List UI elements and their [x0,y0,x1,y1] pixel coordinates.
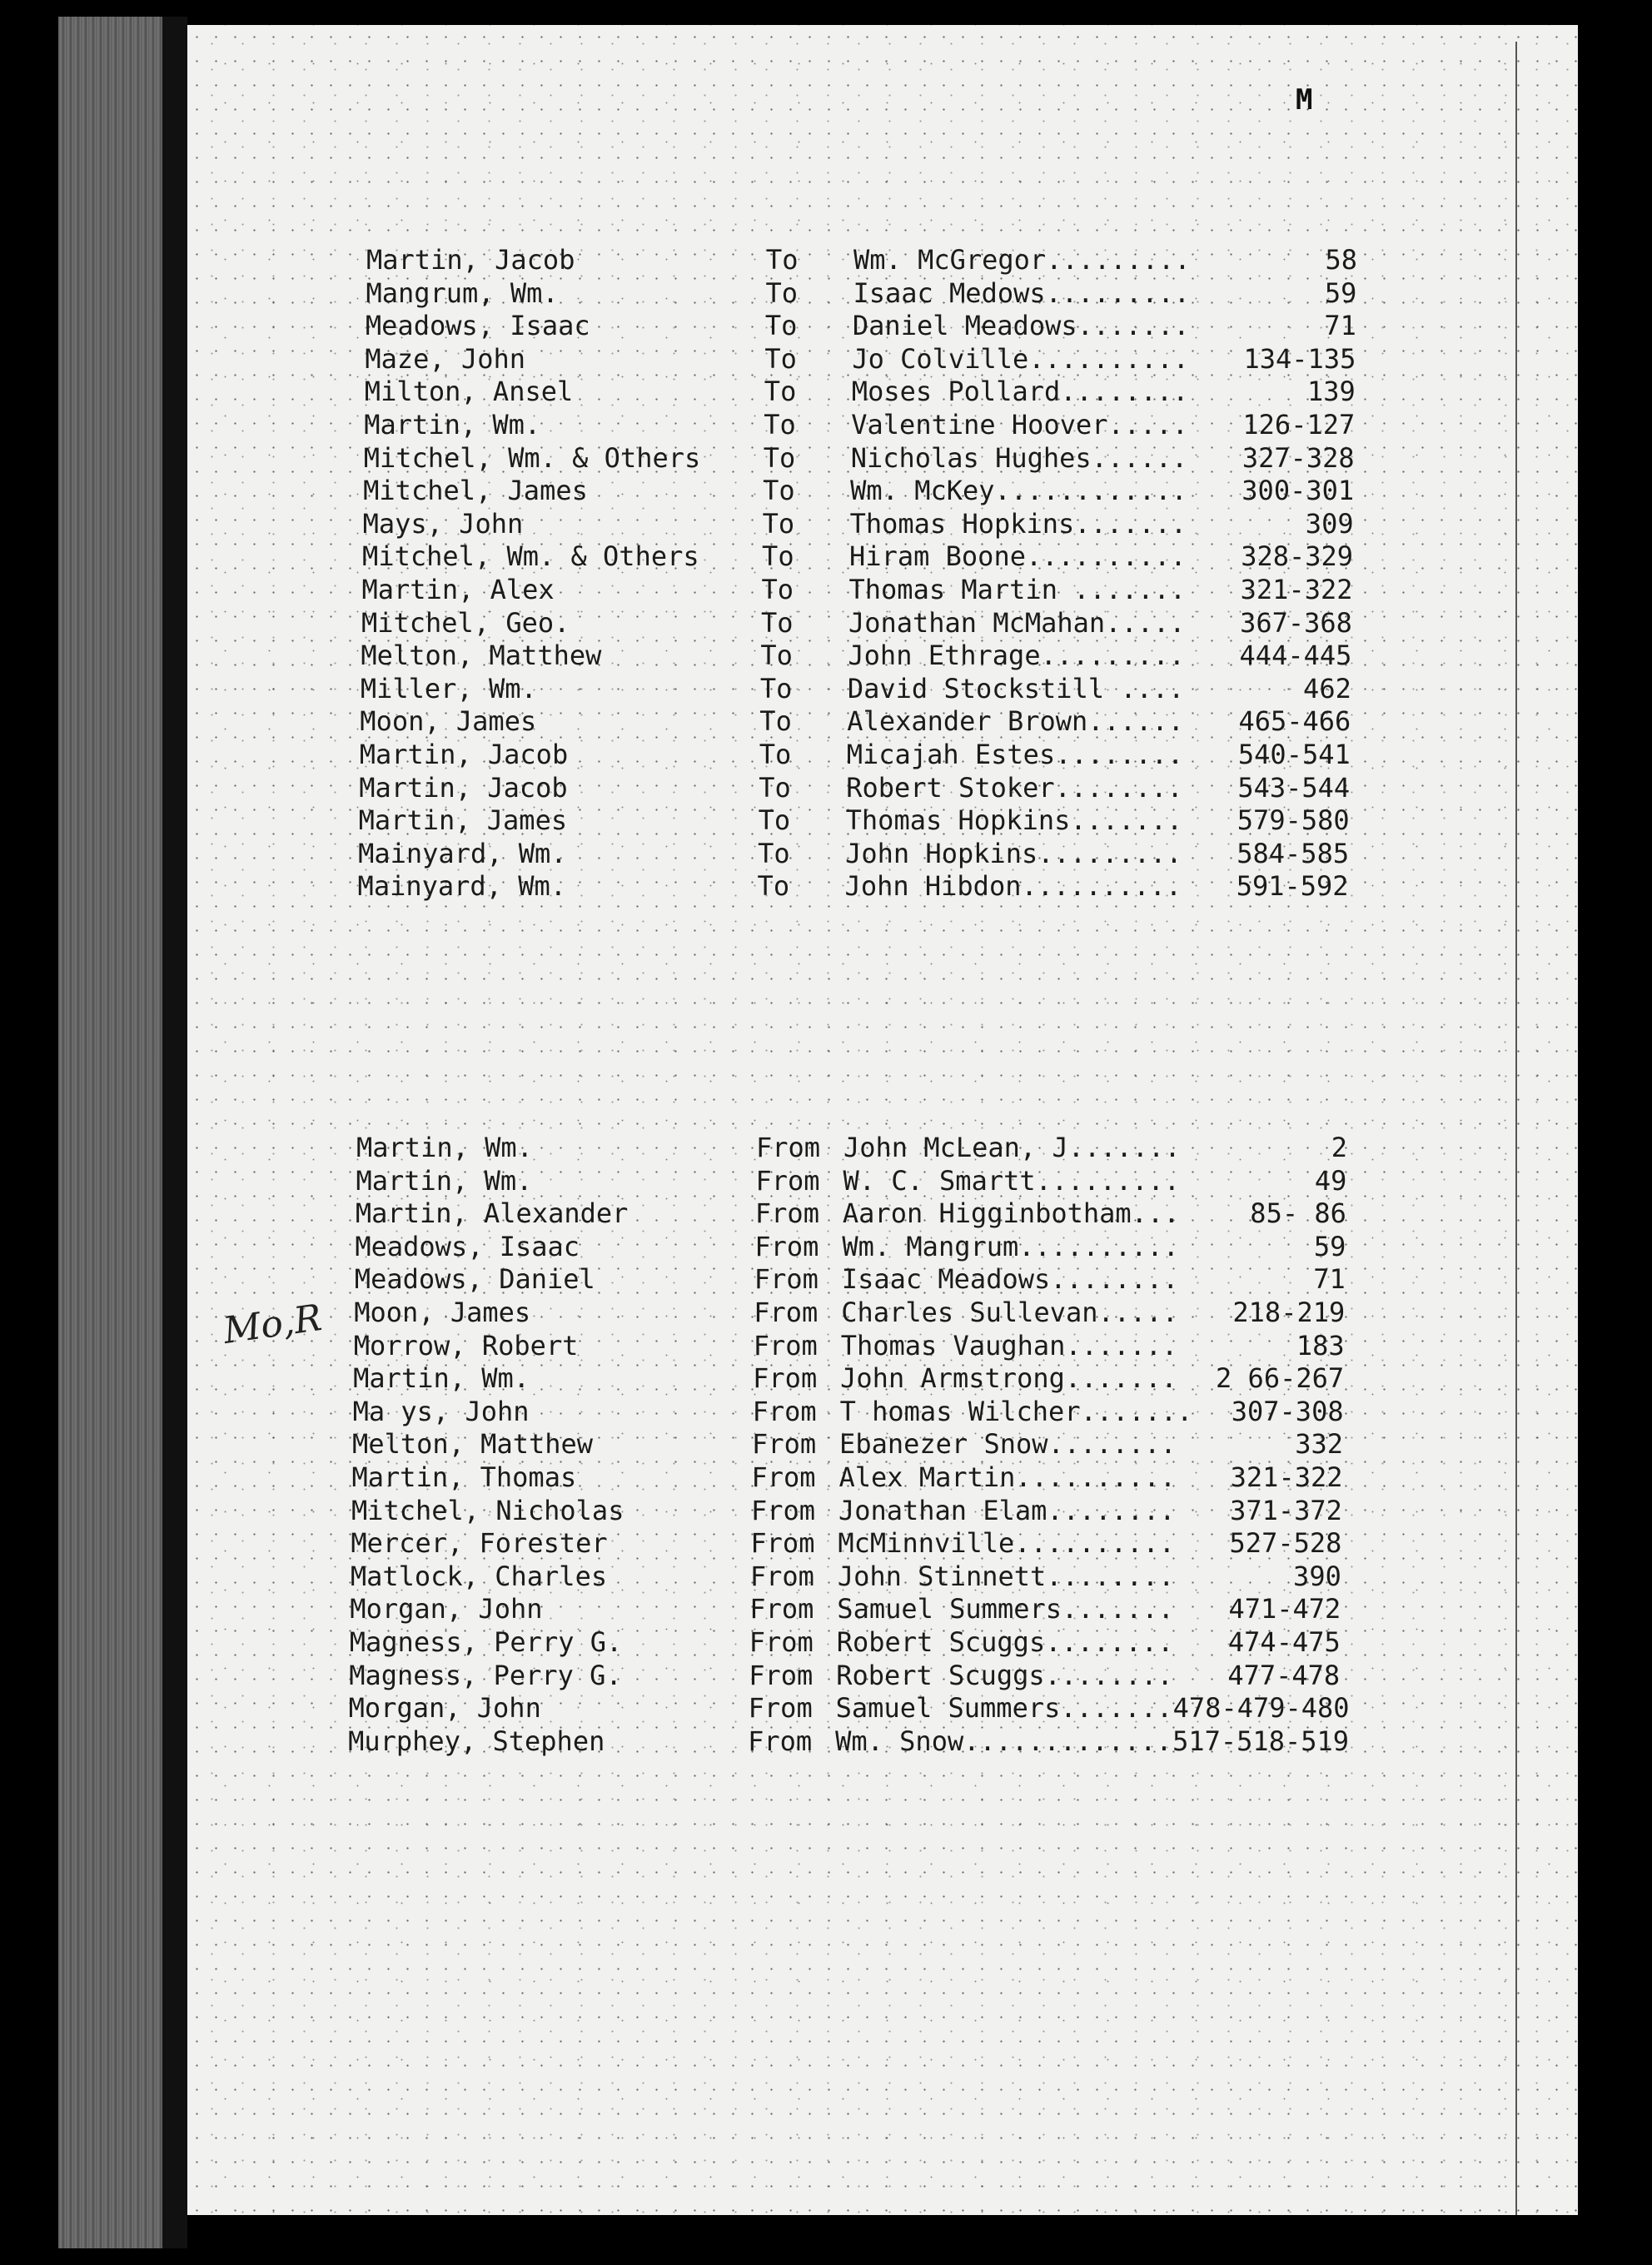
direction-label: From [748,1692,813,1725]
other-party-name: Charles Sullevan..... [841,1297,1178,1328]
page-reference: 474-475 [1227,1626,1341,1658]
page-reference: 517-518-519 [1172,1725,1350,1757]
page-reference: 471-472 [1228,1593,1341,1625]
index-entry-row [348,1725,1514,1758]
direction-label: To [758,804,791,837]
index-entry-row [363,474,1529,507]
grantor-name: Meadows, Isaac [365,310,590,342]
page-reference: 134-135 [1243,342,1356,375]
other-party-name: Jo Colville.......... [852,342,1189,375]
page-reference: 59 [1313,1230,1346,1262]
direction-label: To [764,376,797,408]
page-reference: 300-301 [1241,475,1355,507]
direction-label: To [763,475,795,507]
other-party-name: Ebanezer Snow........ [839,1428,1177,1461]
direction-label: From [751,1461,816,1493]
grantor-name: Martin, Wm. [353,1362,530,1395]
index-entry-row [349,1659,1515,1692]
direction-label: From [749,1626,814,1658]
grantor-name: Martin, Wm. [356,1132,533,1163]
index-entry-row [362,573,1528,606]
grantor-name: Martin, Wm. [364,409,541,441]
page-reference: 543-544 [1237,771,1351,804]
index-entry-row [361,672,1526,705]
other-party-name: Robert Scuggs........ [836,1626,1174,1658]
other-party-name: John Hopkins......... [845,837,1182,869]
grantor-name: Murphey, Stephen [348,1725,605,1757]
page-reference: 49 [1314,1164,1347,1197]
grantor-name: Ma ys, John [352,1395,530,1427]
index-entry-row [364,408,1530,441]
index-entry-row [352,1461,1518,1494]
other-party-name: David Stockstill .... [847,672,1185,704]
grantor-name: Maze, John [365,342,525,375]
index-entry-row [355,1230,1520,1263]
index-entry-row [349,1691,1515,1725]
grantor-name: Martin, Alexander [355,1197,629,1230]
other-party-name: John McLean, J....... [843,1132,1181,1163]
grantor-name: Meadows, Isaac [355,1230,580,1262]
page-reference: 462 [1303,672,1351,704]
index-entry-row [366,276,1531,310]
grantor-name: Mangrum, Wm. [366,276,559,309]
page-reference: 540-541 [1237,739,1351,770]
index-entry-row [360,704,1525,738]
page-reference: 527-528 [1229,1527,1342,1560]
index-entry-row [350,1625,1515,1659]
direction-label: To [761,574,794,605]
other-party-name: John Hibdon.......... [844,870,1182,903]
page-reference: 465-466 [1238,705,1351,738]
other-party-name: John Ethrage......... [848,640,1185,672]
page-reference: 584-585 [1237,837,1350,869]
direction-label: To [762,507,795,540]
page-reference: 444-445 [1239,640,1352,672]
index-entry-row [355,1262,1520,1296]
grantor-name: Mitchel, James [363,475,588,507]
index-entry-row [361,639,1526,672]
page-reference: 328-329 [1241,540,1354,573]
direction-label: From [754,1197,819,1230]
other-party-name: Samuel Summers....... [835,1692,1173,1725]
other-party-name: Alex Martin.......... [838,1461,1177,1493]
grantor-name: Magness, Perry G. [349,1626,623,1658]
index-entry-row [361,606,1527,640]
grantor-name: Mitchel, Wm. & Others [362,540,699,573]
direction-label: From [749,1560,814,1592]
index-entry-row [358,837,1524,870]
other-party-name: Robert Scuggs........ [836,1659,1173,1691]
direction-label: To [765,276,798,309]
grantor-name: Mitchel, Wm. & Others [363,441,701,474]
index-entry-row [366,243,1532,276]
other-party-name: Micajah Estes........ [846,739,1184,770]
page-reference: 71 [1313,1263,1346,1296]
other-party-name: T homas Wilcher....... [839,1395,1193,1427]
grantor-name: Mitchel, Geo. [361,606,570,639]
index-entry-row [351,1494,1517,1527]
grantor-name: Morrow, Robert [353,1329,579,1361]
page-reference: 71 [1324,310,1356,342]
index-entry-row [353,1361,1519,1395]
index-entry-row [356,1197,1521,1230]
other-party-name: Jonathan McMahan..... [848,606,1186,639]
other-party-name: Thomas Vaughan....... [840,1329,1178,1361]
index-entry-row [356,1164,1521,1197]
page-reference: 85- 86 [1250,1197,1346,1230]
grantor-name: Morgan, John [350,1593,543,1625]
other-party-name: Moses Pollard........ [851,376,1189,408]
page-reference: 183 [1296,1329,1345,1361]
binding-shadow [162,17,187,2248]
page-reference: 218-219 [1232,1297,1346,1328]
direction-label: To [764,342,797,375]
direction-label: To [759,739,792,770]
index-entry-row [358,869,1524,903]
direction-label: From [750,1527,815,1560]
direction-label: From [749,1659,814,1691]
other-party-name: Isaac Medows......... [853,276,1191,309]
grantor-name: Martin, Jacob [359,771,568,804]
index-entry-row [365,342,1530,376]
grantor-name: Melton, Matthew [361,640,602,672]
page-stack-edge [58,17,167,2248]
index-entry-row [354,1296,1520,1329]
grantor-name: Martin, Thomas [351,1461,577,1493]
index-entry-row [365,375,1530,408]
direction-label: From [752,1395,817,1427]
grantor-name: Matlock, Charles [350,1560,608,1592]
grantor-name: Magness, Perry G. [349,1659,622,1691]
direction-label: From [754,1297,819,1328]
direction-label: To [757,870,790,903]
grantor-name: Mays, John [362,507,524,540]
index-entry-row [366,309,1531,342]
grantor-name: Mitchel, Nicholas [351,1494,624,1526]
page-reference: 390 [1293,1560,1341,1592]
index-entry-row [354,1329,1520,1362]
grantor-name: Mainyard, Wm. [358,837,567,869]
other-party-name: Wm. McGregor......... [853,244,1191,276]
page-reference: 58 [1325,244,1357,276]
other-party-name: Wm. Snow............. [835,1725,1172,1757]
index-entry-row [351,1526,1516,1560]
page-reference: 59 [1324,276,1357,309]
direction-label: To [760,606,794,639]
grantor-name: Martin, Jacob [366,244,575,276]
page-reference: 309 [1305,507,1354,540]
grantor-name: Moon, James [354,1297,531,1328]
other-party-name: Hiram Boone.......... [849,540,1187,573]
direction-label: To [759,672,793,704]
direction-label: From [750,1494,815,1526]
direction-label: To [758,837,790,869]
grantor-name: Martin, Wm. [356,1164,533,1197]
grantor-name: Meadows, Daniel [354,1263,595,1296]
index-entry-row [362,540,1528,573]
page-reference: 307-308 [1231,1395,1344,1427]
grantor-name: Martin, Jacob [359,739,569,770]
direction-label: From [754,1263,819,1296]
page-reference: 139 [1307,376,1356,408]
page-reference: 591-592 [1236,870,1349,903]
other-party-name: Valentine Hoover..... [851,409,1188,441]
page-reference: 2 66-267 [1216,1362,1345,1395]
other-party-name: Isaac Meadows........ [841,1263,1179,1296]
index-entry-row [356,1131,1522,1164]
index-entry-row [363,507,1529,540]
grantor-name: Martin, James [358,804,568,837]
direction-label: To [760,640,793,672]
other-party-name: Samuel Summers....... [837,1593,1174,1625]
other-party-name: John Stinnett........ [837,1560,1175,1592]
direction-label: From [749,1593,814,1625]
direction-label: From [748,1725,813,1757]
other-party-name: Thomas Hopkins....... [845,804,1183,837]
other-party-name: Nicholas Hughes...... [850,441,1188,474]
grantor-name: Martin, Alex [361,574,555,605]
grantor-name: Morgan, John [348,1692,541,1725]
index-entry-row [352,1427,1518,1461]
handwritten-margin-note: Mo,R [221,1296,325,1353]
other-party-name: Alexander Brown...... [847,705,1184,738]
page-reference: 321-322 [1230,1461,1343,1493]
page-reference: 579-580 [1237,804,1350,837]
direction-label: To [764,310,798,342]
other-party-name: Robert Stoker........ [846,771,1183,804]
direction-label: From [753,1329,818,1361]
direction-label: To [763,441,796,474]
direction-label: From [756,1132,821,1163]
other-party-name: John Armstrong....... [840,1362,1177,1395]
index-entry-row [353,1395,1519,1428]
other-party-name: McMinnville.......... [838,1527,1175,1560]
grantor-name: Mercer, Forester [351,1527,608,1560]
grantor-name: Milton, Ansel [364,376,574,408]
grantor-name: Mainyard, Wm. [357,870,566,903]
direction-label: To [759,771,791,804]
direction-label: To [764,409,796,441]
other-party-name: Jonathan Elam........ [838,1494,1176,1526]
grantor-name: Moon, James [360,705,537,738]
page-reference: 478-479-480 [1172,1692,1350,1725]
page-reference: 332 [1295,1428,1344,1461]
other-party-name: Wm. McKey............ [850,475,1187,507]
index-entry-row [359,804,1525,837]
other-party-name: Aaron Higginbotham... [842,1197,1180,1230]
direction-label: To [762,540,794,573]
page-index-letter: M [1296,83,1313,117]
index-entry-row [350,1592,1515,1625]
grantor-name: Melton, Matthew [352,1428,594,1461]
direction-label: From [752,1428,817,1461]
index-entry-row [364,441,1530,475]
page-reference: 327-328 [1241,441,1355,474]
page-reference: 477-478 [1227,1659,1341,1691]
page-reference: 321-322 [1240,574,1353,605]
direction-label: To [759,705,792,738]
other-party-name: Daniel Meadows....... [852,310,1190,342]
other-party-name: W. C. Smartt......... [843,1164,1181,1197]
page-reference: 371-372 [1230,1494,1342,1526]
page-reference: 2 [1331,1132,1347,1163]
other-party-name: Wm. Mangrum.......... [842,1230,1179,1262]
direction-label: From [755,1164,820,1197]
page-reference: 367-368 [1240,606,1352,639]
index-entry-row [360,738,1525,771]
grantor-name: Miller, Wm. [360,672,537,704]
direction-label: From [754,1230,819,1262]
other-party-name: Thomas Martin ....... [848,574,1187,605]
index-entry-row [359,771,1525,804]
index-entry-row [351,1560,1516,1593]
page-reference: 126-127 [1242,409,1356,441]
other-party-name: Thomas Hopkins....... [849,507,1187,540]
direction-label: To [766,244,799,276]
direction-label: From [753,1362,818,1395]
